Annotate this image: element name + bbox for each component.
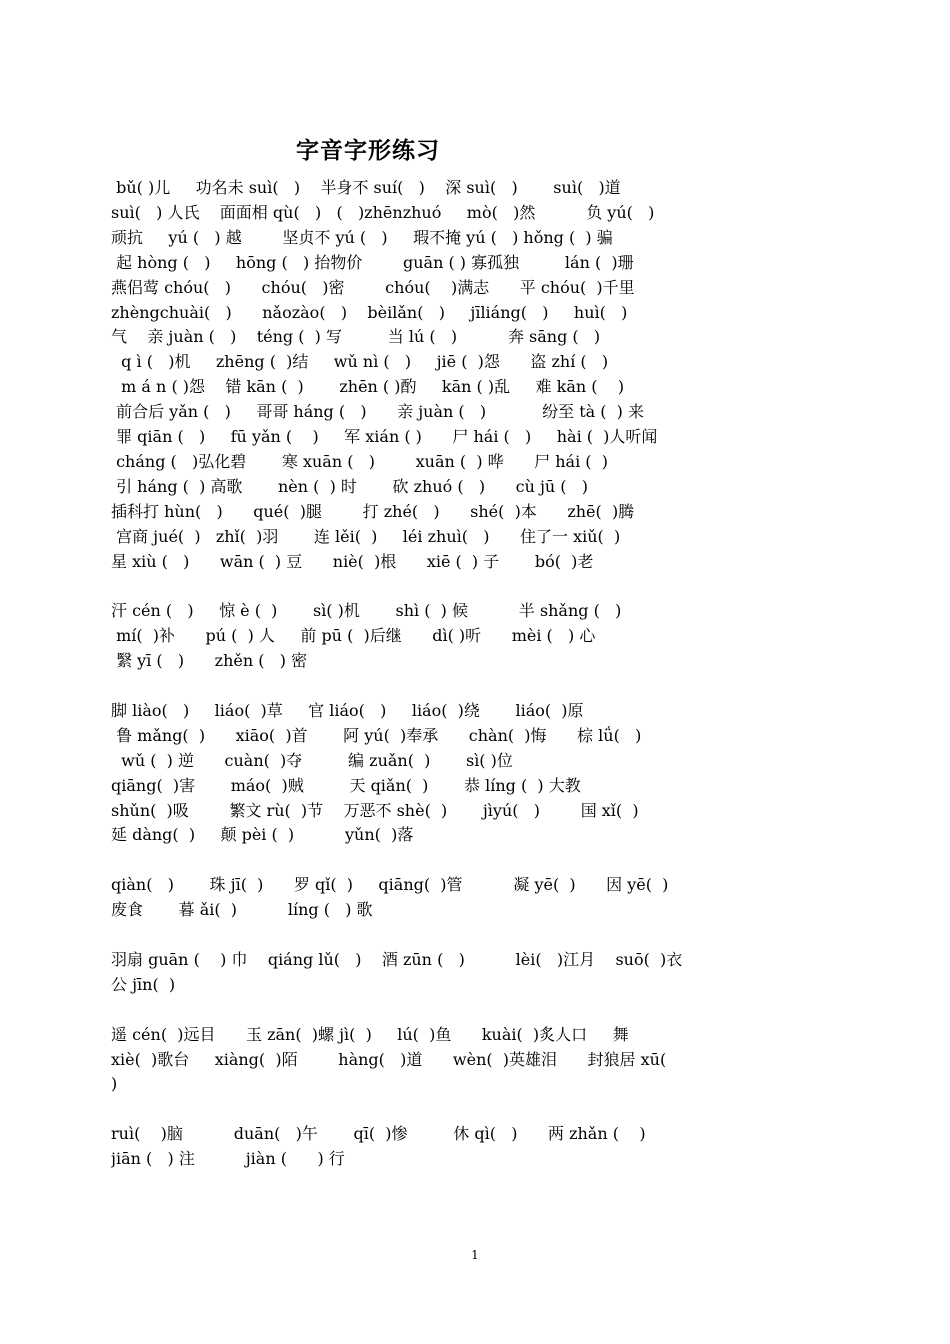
exercise-line: 气 亲 juàn ( ) téng ( ) 写 当 lú ( ) 奔 sāng ( ) — [111, 327, 601, 346]
exercise-line: 插科打 hùn( ) qué( )腿 打 zhé( ) shé( )本 zhē( )腾 — [111, 502, 635, 521]
exercise-line: 引 háng ( ) 高歌 nèn ( ) 时 砍 zhuó ( ) cù jū ( ) — [111, 477, 589, 496]
exercise-line: wǔ ( ) 逆 cuàn( )夺 编 zuǎn( ) sì( )位 — [111, 751, 513, 770]
exercise-line: ruì( )脑 duān( )午 qī( )惨 休 qì( ) 两 zhǎn ( ) — [111, 1124, 646, 1143]
exercise-line: m á n ( )怨 错 kān ( ) zhēn ( )酌 kān ( )乱 难 kān ( ) — [111, 377, 625, 396]
exercise-line: 星 xiù ( ) wān ( ) 豆 niè( )根 xiē ( ) 子 bó( )老 — [111, 552, 594, 571]
exercise-line: 起 hòng ( ) hōng ( ) 抬物价 guān ( ) 寡孤独 lán ( )珊 — [111, 253, 634, 272]
exercise-line: suì( ) 人氏 面面相 qù( ) ( )zhēnzhuó mò( )然 负 yú( ) — [111, 203, 655, 222]
exercise-line: 前合后 yǎn ( ) 哥哥 háng ( ) 亲 juàn ( ) 纷至 tà ( ) 来 — [111, 402, 644, 421]
exercise-line: 废食 暮 ǎi( ) líng ( ) 歌 — [111, 900, 373, 919]
exercise-line: q ì ( )机 zhēng ( )结 wǔ nì ( ) jiē ( )怨 盗 zhí ( ) — [111, 352, 609, 371]
exercise-line: qiàn( ) 珠 jī( ) 罗 qǐ( ) qiāng( )管 凝 yē( ) 因 yē( ) — [111, 875, 669, 894]
exercise-line: 罪 qiān ( ) fū yǎn ( ) 军 xián ( ) 尸 hái ( ) hài ( )人听闻 — [111, 427, 658, 446]
exercise-line: 公 jīn( ) — [111, 975, 176, 994]
exercise-line: qiāng( )害 máo( )贼 天 qiǎn( ) 恭 líng ( ) 大教 — [111, 776, 581, 795]
exercise-line: zhèngchuài( ) nǎozào( ) bèilǎn( ) jīliáng( ) huì( ) — [111, 303, 628, 322]
exercise-line: 脚 liào( ) liáo( )草 官 liáo( ) liáo( )绕 liáo( )原 — [111, 701, 584, 720]
exercise-line: 燕侣莺 chóu( ) chóu( )密 chóu( )满志 平 chóu( )千里 — [111, 278, 635, 297]
exercise-line: xiè( )歌台 xiàng( )陌 hàng( )道 wèn( )英雄泪 封狼居 xū( — [111, 1050, 667, 1069]
exercise-line: 宫商 jué( ) zhǐ( )羽 连 lěi( ) léi zhuì( ) 住了一 xiǔ( ) — [111, 527, 621, 546]
page-number: 1 — [471, 1248, 479, 1262]
exercise-line: mí( )补 pú ( ) 人 前 pū ( )后继 dì( )听 mèi ( ) 心 — [111, 626, 596, 645]
exercise-line: bǔ( )儿 功名未 suì( ) 半身不 suí( ) 深 suì( ) suì( )道 — [111, 178, 621, 197]
exercise-line: shǔn( )吸 繁文 rù( )节 万恶不 shè( ) jìyú( ) 国 xǐ( ) — [111, 801, 639, 820]
exercise-line: 鲁 mǎng( ) xiāo( )首 阿 yú( )奉承 chàn( )悔 棕 lǘ( ) — [111, 726, 642, 745]
exercise-line: 繄 yī ( ) zhěn ( ) 密 — [111, 651, 308, 670]
exercise-line: cháng ( )弘化碧 寒 xuān ( ) xuān ( ) 哗 尸 hái ( ) — [111, 452, 608, 471]
exercise-line: 汗 cén ( ) 惊 è ( ) sì( )机 shì ( ) 候 半 shǎng ( ) — [111, 601, 622, 620]
exercise-line: ) — [111, 1074, 118, 1093]
exercise-line: 延 dàng( ) 颠 pèi ( ) yǔn( )落 — [111, 825, 414, 844]
exercise-line: 顽抗 yú ( ) 越 坚贞不 yú ( ) 瑕不掩 yú ( ) hǒng ( ) 骗 — [111, 228, 613, 247]
exercise-line: jiān ( ) 注 jiàn ( ) 行 — [111, 1149, 345, 1168]
exercise-line: 羽扇 guān ( ) 巾 qiáng lǔ( ) 酒 zūn ( ) lèi( )江月 suō( )衣 — [111, 950, 683, 969]
page-title: 字音字形练习 — [296, 137, 440, 164]
exercise-line: 遥 cén( )远目 玉 zān( )螺 jì( ) lú( )鱼 kuài( )炙人口 舞 — [111, 1025, 629, 1044]
